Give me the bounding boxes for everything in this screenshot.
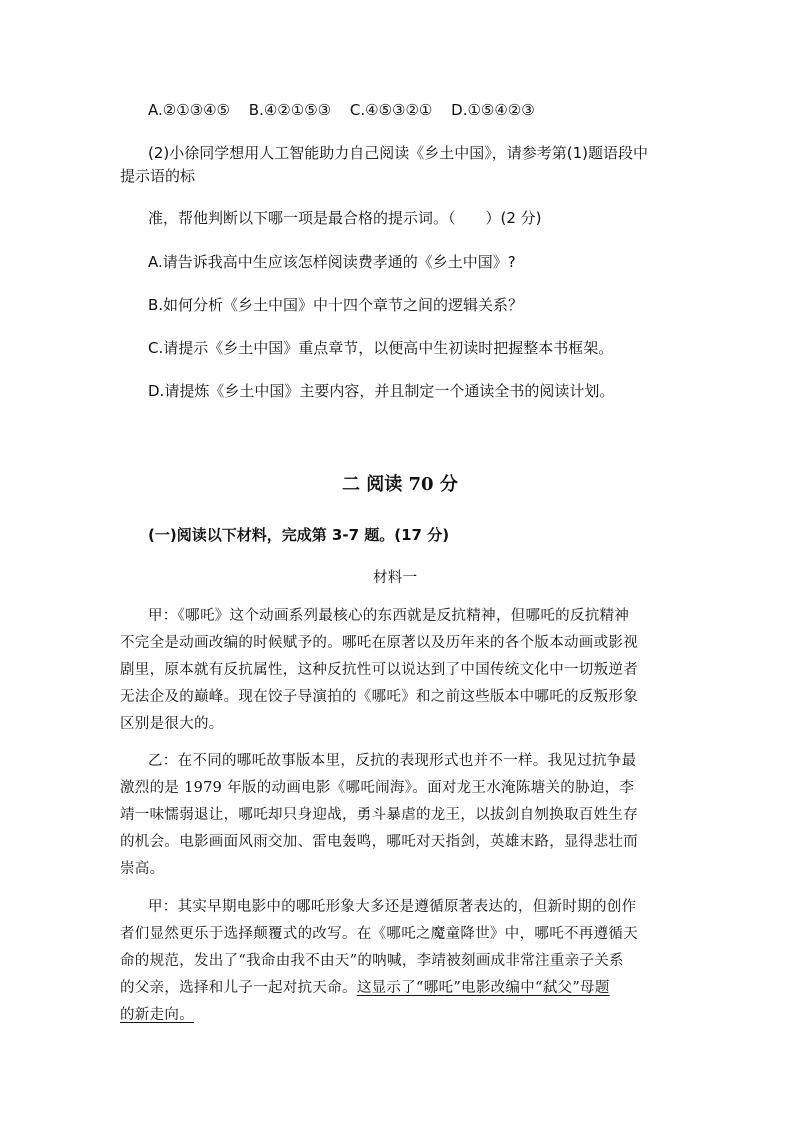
section-title: 二 阅读 70 分 — [342, 474, 458, 495]
paragraph-line — [120, 978, 610, 998]
underlined-sentence: 这显示了“哪吒”电影改编中“弑父”母题 — [356, 980, 610, 996]
paragraph-line: 甲：其实早期电影中的哪吒形象大多还是遵循原著表达的，但新时期的创作 — [148, 899, 637, 915]
reading-instructions: (一)阅读以下材料，完成第 3-7 题。(17 分) — [148, 526, 450, 544]
q2-stem-line2: 提示语的标 — [120, 167, 196, 185]
underlined-sentence: 的新走向。 — [120, 1007, 194, 1023]
paragraph-line — [120, 1005, 194, 1025]
q2-option-b: B.如何分析《乡土中国》中十四个章节之间的逻辑关系？ — [148, 296, 524, 314]
paragraph-line: 不完全是动画改编的时候赋予的。哪吒在原著以及历年来的各个版本动画或影视 — [120, 635, 638, 651]
paragraph-line: 剧里，原本就有反抗属性，这种反抗性可以说达到了中国传统文化中一切叛逆者 — [120, 662, 638, 678]
paragraph-line: 激烈的是 1979 年版的动画电影《哪吒闹海》。面对龙王水淹陈塘关的胁迫，李 — [120, 780, 635, 796]
q1-option-d: D.①⑤④②③ — [451, 101, 535, 119]
paragraph-line: 区别是很大的。 — [120, 716, 224, 732]
q2-stem-line3: 准，帮他判断以下哪一项是最合格的提示词。（ ）(2 分) — [148, 209, 542, 227]
paragraph-line: 甲：《哪吒》这个动画系列最核心的东西就是反抗精神，但哪吒的反抗精神 — [148, 608, 630, 624]
paragraph-text: 的父亲，选择和儿子一起对抗天命。 — [120, 980, 357, 996]
paragraph-line: 无法企及的巅峰。现在饺子导演拍的《哪吒》和之前这些版本中哪吒的反叛形象 — [120, 689, 638, 705]
q1-option-c: C.④⑤③②① — [349, 101, 433, 119]
paragraph-line: 靖一味懦弱退让，哪吒却只身迎战，勇斗暴虐的龙王，以拔剑自刎换取百姓生存 — [120, 807, 638, 823]
q2-stem-line1: (2)小徐同学想用人工智能助力自己阅读《乡土中国》，请参考第(1)题语段中 — [148, 144, 648, 162]
paragraph-line: 者们显然更乐于选择颠覆式的改写。在《哪吒之魔童降世》中，哪吒不再遵循天 — [120, 926, 638, 942]
paragraph-line: 的机会。电影画面风雨交加、雷电轰鸣，哪吒对天指剑，英雄末路，显得悲壮而 — [120, 834, 638, 850]
material-title: 材料一 — [373, 570, 418, 586]
paragraph-line: 命的规范，发出了“我命由我不由天”的呐喊，李靖被刻画成非常注重亲子关系 — [120, 953, 624, 969]
q1-option-a: A.②①③④⑤ — [148, 101, 231, 119]
q1-options-row — [148, 100, 549, 120]
q1-option-b: B.④②①⑤③ — [248, 101, 332, 119]
q2-option-d: D.请提炼《乡土中国》主要内容，并且制定一个通读全书的阅读计划。 — [148, 382, 615, 400]
q2-option-a: A.请告诉我高中生应该怎样阅读费孝通的《乡土中国》? — [148, 253, 516, 271]
paragraph-line: 乙：在不同的哪吒故事版本里，反抗的表现形式也并不一样。我见过抗争最 — [148, 753, 637, 769]
q2-option-c: C.请提示《乡土中国》重点章节，以便高中生初读时把握整本书框架。 — [148, 339, 614, 357]
paragraph-line: 崇高。 — [120, 861, 165, 877]
